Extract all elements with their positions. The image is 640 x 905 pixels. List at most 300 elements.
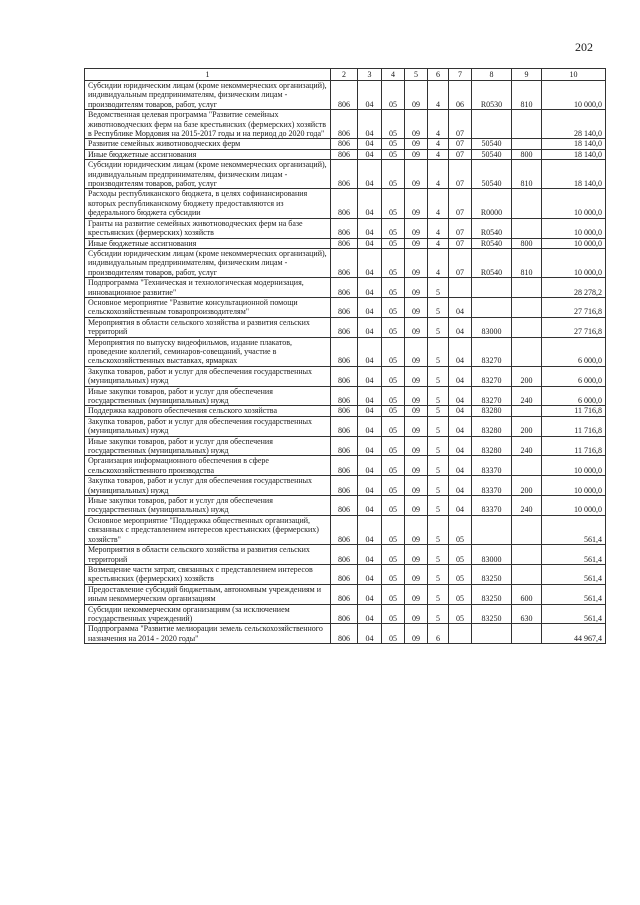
table-row xyxy=(85,160,606,189)
column-header: 1 xyxy=(85,69,331,81)
section-code-cell: 04 xyxy=(358,436,382,456)
program-code-cell: 09 xyxy=(405,160,428,189)
table-row xyxy=(85,604,606,624)
event-code-cell: 07 xyxy=(449,218,472,238)
subprogram-code-cell: 4 xyxy=(428,139,449,149)
amount-cell: 18 140,0 xyxy=(542,139,606,149)
amount-cell: 27 716,8 xyxy=(542,297,606,317)
table-row xyxy=(85,545,606,565)
amount-cell: 10 000,0 xyxy=(542,248,606,277)
subsection-code-cell: 05 xyxy=(382,189,405,218)
event-code-cell: 04 xyxy=(449,317,472,337)
section-code-cell: 04 xyxy=(358,496,382,516)
direction-code-cell: 83000 xyxy=(472,545,512,565)
program-code-cell: 09 xyxy=(405,564,428,584)
subsection-code-cell: 05 xyxy=(382,238,405,248)
section-code-cell: 04 xyxy=(358,515,382,544)
row-description: Подпрограмма "Развитие мелиорации земель сельскохозяйственного назначения на 2014 - 2020 годы" xyxy=(85,624,331,644)
direction-code-cell: 83250 xyxy=(472,584,512,604)
amount-cell: 11 716,8 xyxy=(542,416,606,436)
program-code-cell: 09 xyxy=(405,456,428,476)
section-code-cell: 04 xyxy=(358,278,382,298)
row-description: Расходы республиканского бюджета, в целях софинансирования которых республиканскому бюджету предоставляются из федерального бюджета субсидии xyxy=(85,189,331,218)
event-code-cell: 07 xyxy=(449,189,472,218)
column-header: 7 xyxy=(449,69,472,81)
amount-cell: 10 000,0 xyxy=(542,189,606,218)
subprogram-code-cell: 5 xyxy=(428,604,449,624)
admin-code-cell: 806 xyxy=(331,386,358,406)
subprogram-code-cell: 5 xyxy=(428,317,449,337)
program-code-cell: 09 xyxy=(405,416,428,436)
subsection-code-cell: 05 xyxy=(382,496,405,516)
amount-cell: 10 000,0 xyxy=(542,496,606,516)
subsection-code-cell: 05 xyxy=(382,406,405,416)
admin-code-cell: 806 xyxy=(331,416,358,436)
expense-type-code-cell: 800 xyxy=(512,149,542,159)
row-description: Иные бюджетные ассигнования xyxy=(85,149,331,159)
subprogram-code-cell: 5 xyxy=(428,476,449,496)
amount-cell: 18 140,0 xyxy=(542,160,606,189)
admin-code-cell: 806 xyxy=(331,456,358,476)
table-header-row xyxy=(85,69,606,81)
event-code-cell: 07 xyxy=(449,149,472,159)
row-description: Мероприятия в области сельского хозяйства и развития сельских территорий xyxy=(85,545,331,565)
expense-type-code-cell xyxy=(512,545,542,565)
section-code-cell: 04 xyxy=(358,317,382,337)
direction-code-cell: 83270 xyxy=(472,366,512,386)
direction-code-cell: R0540 xyxy=(472,218,512,238)
column-header: 3 xyxy=(358,69,382,81)
row-description: Развитие семейных животноводческих ферм xyxy=(85,139,331,149)
program-code-cell: 09 xyxy=(405,604,428,624)
program-code-cell: 09 xyxy=(405,149,428,159)
amount-cell: 561,4 xyxy=(542,515,606,544)
table-row xyxy=(85,564,606,584)
event-code-cell: 07 xyxy=(449,139,472,149)
program-code-cell: 09 xyxy=(405,406,428,416)
event-code-cell: 04 xyxy=(449,386,472,406)
expense-type-code-cell: 810 xyxy=(512,160,542,189)
admin-code-cell: 806 xyxy=(331,624,358,644)
amount-cell: 10 000,0 xyxy=(542,476,606,496)
program-code-cell: 09 xyxy=(405,297,428,317)
event-code-cell xyxy=(449,624,472,644)
subsection-code-cell: 05 xyxy=(382,297,405,317)
event-code-cell: 05 xyxy=(449,515,472,544)
row-description: Иные бюджетные ассигнования xyxy=(85,238,331,248)
expense-type-code-cell xyxy=(512,406,542,416)
program-code-cell: 09 xyxy=(405,218,428,238)
table-row xyxy=(85,496,606,516)
direction-code-cell: R0540 xyxy=(472,248,512,277)
table-row xyxy=(85,386,606,406)
subprogram-code-cell: 5 xyxy=(428,278,449,298)
program-code-cell: 09 xyxy=(405,624,428,644)
admin-code-cell: 806 xyxy=(331,297,358,317)
section-code-cell: 04 xyxy=(358,604,382,624)
column-header: 5 xyxy=(405,69,428,81)
section-code-cell: 04 xyxy=(358,624,382,644)
column-header: 6 xyxy=(428,69,449,81)
subsection-code-cell: 05 xyxy=(382,81,405,110)
admin-code-cell: 806 xyxy=(331,139,358,149)
direction-code-cell xyxy=(472,278,512,298)
row-description: Иные закупки товаров, работ и услуг для обеспечения государственных (муниципальных) нужд xyxy=(85,436,331,456)
section-code-cell: 04 xyxy=(358,416,382,436)
expense-type-code-cell xyxy=(512,110,542,139)
amount-cell: 561,4 xyxy=(542,604,606,624)
program-code-cell: 09 xyxy=(405,436,428,456)
program-code-cell: 09 xyxy=(405,386,428,406)
expense-type-code-cell: 240 xyxy=(512,436,542,456)
subsection-code-cell: 05 xyxy=(382,149,405,159)
admin-code-cell: 806 xyxy=(331,248,358,277)
direction-code-cell: 83280 xyxy=(472,416,512,436)
section-code-cell: 04 xyxy=(358,406,382,416)
page-number: 202 xyxy=(575,40,593,54)
admin-code-cell: 806 xyxy=(331,160,358,189)
admin-code-cell: 806 xyxy=(331,476,358,496)
event-code-cell: 06 xyxy=(449,81,472,110)
row-description: Иные закупки товаров, работ и услуг для обеспечения государственных (муниципальных) нужд xyxy=(85,496,331,516)
program-code-cell: 09 xyxy=(405,476,428,496)
section-code-cell: 04 xyxy=(358,110,382,139)
direction-code-cell: 83250 xyxy=(472,604,512,624)
subprogram-code-cell: 5 xyxy=(428,386,449,406)
event-code-cell: 07 xyxy=(449,248,472,277)
subprogram-code-cell: 5 xyxy=(428,456,449,476)
table-row xyxy=(85,81,606,110)
expense-type-code-cell xyxy=(512,218,542,238)
amount-cell: 6 000,0 xyxy=(542,366,606,386)
subsection-code-cell: 05 xyxy=(382,564,405,584)
direction-code-cell xyxy=(472,624,512,644)
section-code-cell: 04 xyxy=(358,149,382,159)
subprogram-code-cell: 5 xyxy=(428,564,449,584)
row-description: Закупка товаров, работ и услуг для обеспечения государственных (муниципальных) нужд xyxy=(85,366,331,386)
subprogram-code-cell: 5 xyxy=(428,406,449,416)
direction-code-cell: 83270 xyxy=(472,337,512,366)
subsection-code-cell: 05 xyxy=(382,160,405,189)
amount-cell: 28 278,2 xyxy=(542,278,606,298)
row-description: Предоставление субсидий бюджетным, автономным учреждениям и иным некоммерческим организациям xyxy=(85,584,331,604)
expense-type-code-cell: 630 xyxy=(512,604,542,624)
expense-type-code-cell xyxy=(512,456,542,476)
admin-code-cell: 806 xyxy=(331,564,358,584)
direction-code-cell: R0530 xyxy=(472,81,512,110)
expense-type-code-cell: 200 xyxy=(512,476,542,496)
row-description: Субсидии юридическим лицам (кроме некоммерческих организаций), индивидуальным предпринимателям, физическим лицам - производителям товаров, работ, услуг xyxy=(85,81,331,110)
admin-code-cell: 806 xyxy=(331,406,358,416)
subprogram-code-cell: 4 xyxy=(428,248,449,277)
subsection-code-cell: 05 xyxy=(382,584,405,604)
event-code-cell: 04 xyxy=(449,297,472,317)
program-code-cell: 09 xyxy=(405,238,428,248)
subsection-code-cell: 05 xyxy=(382,624,405,644)
event-code-cell: 05 xyxy=(449,564,472,584)
program-code-cell: 09 xyxy=(405,110,428,139)
row-description: Субсидии некоммерческим организациям (за исключением государственных учреждений) xyxy=(85,604,331,624)
table-row xyxy=(85,297,606,317)
direction-code-cell: 83250 xyxy=(472,564,512,584)
admin-code-cell: 806 xyxy=(331,238,358,248)
direction-code-cell: 50540 xyxy=(472,139,512,149)
amount-cell: 6 000,0 xyxy=(542,337,606,366)
expense-type-code-cell: 200 xyxy=(512,416,542,436)
row-description: Закупка товаров, работ и услуг для обеспечения государственных (муниципальных) нужд xyxy=(85,416,331,436)
event-code-cell: 04 xyxy=(449,406,472,416)
event-code-cell: 07 xyxy=(449,238,472,248)
row-description: Возмещение части затрат, связанных с представлением интересов крестьянских (фермерских) хозяйств xyxy=(85,564,331,584)
admin-code-cell: 806 xyxy=(331,515,358,544)
row-description: Мероприятия по выпуску видеофильмов, издание плакатов, проведение коллегий, семинаров-совещаний, участие в сельскохозяйственных выставках, ярмарках xyxy=(85,337,331,366)
event-code-cell: 04 xyxy=(449,337,472,366)
section-code-cell: 04 xyxy=(358,386,382,406)
direction-code-cell: 83370 xyxy=(472,476,512,496)
admin-code-cell: 806 xyxy=(331,436,358,456)
table-row xyxy=(85,624,606,644)
event-code-cell: 07 xyxy=(449,160,472,189)
direction-code-cell xyxy=(472,297,512,317)
row-description: Основное мероприятие "Поддержка общественных организаций, связанных с представлением интересов крестьянских (фермерских) хозяйств" xyxy=(85,515,331,544)
section-code-cell: 04 xyxy=(358,139,382,149)
row-description: Основное мероприятие "Развитие консультационной помощи сельскохозяйственным товаропроизводителям" xyxy=(85,297,331,317)
subsection-code-cell: 05 xyxy=(382,476,405,496)
expense-type-code-cell xyxy=(512,297,542,317)
section-code-cell: 04 xyxy=(358,337,382,366)
subsection-code-cell: 05 xyxy=(382,278,405,298)
subprogram-code-cell: 4 xyxy=(428,149,449,159)
expense-type-code-cell xyxy=(512,337,542,366)
admin-code-cell: 806 xyxy=(331,496,358,516)
subprogram-code-cell: 5 xyxy=(428,496,449,516)
column-header: 10 xyxy=(542,69,606,81)
subsection-code-cell: 05 xyxy=(382,416,405,436)
row-description: Иные закупки товаров, работ и услуг для обеспечения государственных (муниципальных) нужд xyxy=(85,386,331,406)
section-code-cell: 04 xyxy=(358,81,382,110)
section-code-cell: 04 xyxy=(358,297,382,317)
amount-cell: 11 716,8 xyxy=(542,406,606,416)
table-row xyxy=(85,110,606,139)
table-row xyxy=(85,416,606,436)
event-code-cell: 04 xyxy=(449,456,472,476)
event-code-cell: 05 xyxy=(449,604,472,624)
admin-code-cell: 806 xyxy=(331,584,358,604)
row-description: Субсидии юридическим лицам (кроме некоммерческих организаций), индивидуальным предпринимателям, физическим лицам - производителям товаров, работ, услуг xyxy=(85,248,331,277)
subsection-code-cell: 05 xyxy=(382,515,405,544)
subsection-code-cell: 05 xyxy=(382,456,405,476)
admin-code-cell: 806 xyxy=(331,337,358,366)
amount-cell: 44 967,4 xyxy=(542,624,606,644)
table-row xyxy=(85,218,606,238)
amount-cell: 28 140,0 xyxy=(542,110,606,139)
subprogram-code-cell: 5 xyxy=(428,584,449,604)
subprogram-code-cell: 6 xyxy=(428,624,449,644)
row-description: Закупка товаров, работ и услуг для обеспечения государственных (муниципальных) нужд xyxy=(85,476,331,496)
direction-code-cell: R0540 xyxy=(472,238,512,248)
amount-cell: 27 716,8 xyxy=(542,317,606,337)
program-code-cell: 09 xyxy=(405,584,428,604)
expense-type-code-cell xyxy=(512,564,542,584)
section-code-cell: 04 xyxy=(358,160,382,189)
table-row xyxy=(85,476,606,496)
row-description: Подпрограмма "Техническая и технологическая модернизация, инновационное развитие" xyxy=(85,278,331,298)
table-row xyxy=(85,139,606,149)
admin-code-cell: 806 xyxy=(331,317,358,337)
column-header: 8 xyxy=(472,69,512,81)
subprogram-code-cell: 5 xyxy=(428,436,449,456)
table-row xyxy=(85,189,606,218)
program-code-cell: 09 xyxy=(405,515,428,544)
subprogram-code-cell: 5 xyxy=(428,545,449,565)
amount-cell: 10 000,0 xyxy=(542,456,606,476)
admin-code-cell: 806 xyxy=(331,189,358,218)
expense-type-code-cell xyxy=(512,139,542,149)
direction-code-cell: 83270 xyxy=(472,386,512,406)
subsection-code-cell: 05 xyxy=(382,248,405,277)
column-header: 9 xyxy=(512,69,542,81)
event-code-cell: 04 xyxy=(449,416,472,436)
subprogram-code-cell: 4 xyxy=(428,160,449,189)
amount-cell: 561,4 xyxy=(542,584,606,604)
subsection-code-cell: 05 xyxy=(382,139,405,149)
subsection-code-cell: 05 xyxy=(382,604,405,624)
section-code-cell: 04 xyxy=(358,476,382,496)
event-code-cell xyxy=(449,278,472,298)
subprogram-code-cell: 5 xyxy=(428,337,449,366)
section-code-cell: 04 xyxy=(358,584,382,604)
direction-code-cell: 83370 xyxy=(472,456,512,476)
table-row xyxy=(85,436,606,456)
admin-code-cell: 806 xyxy=(331,149,358,159)
subprogram-code-cell: 4 xyxy=(428,110,449,139)
expense-type-code-cell xyxy=(512,317,542,337)
row-description: Ведомственная целевая программа "Развитие семейных животноводческих ферм на базе крестьянских (фермерских) хозяйств в Республике Мордовия на 2015-2017 годы и на период до 2020 года" xyxy=(85,110,331,139)
event-code-cell: 05 xyxy=(449,545,472,565)
table-row xyxy=(85,238,606,248)
table-row xyxy=(85,515,606,544)
subprogram-code-cell: 4 xyxy=(428,81,449,110)
amount-cell: 10 000,0 xyxy=(542,238,606,248)
direction-code-cell: R0000 xyxy=(472,189,512,218)
subprogram-code-cell: 4 xyxy=(428,218,449,238)
event-code-cell: 05 xyxy=(449,584,472,604)
expense-type-code-cell: 240 xyxy=(512,386,542,406)
expense-type-code-cell: 200 xyxy=(512,366,542,386)
table-row xyxy=(85,337,606,366)
subprogram-code-cell: 5 xyxy=(428,366,449,386)
program-code-cell: 09 xyxy=(405,278,428,298)
expense-type-code-cell: 240 xyxy=(512,496,542,516)
program-code-cell: 09 xyxy=(405,189,428,218)
row-description: Субсидии юридическим лицам (кроме некоммерческих организаций), индивидуальным предпринимателям, физическим лицам - производителям товаров, работ, услуг xyxy=(85,160,331,189)
amount-cell: 11 716,8 xyxy=(542,436,606,456)
budget-table xyxy=(84,68,606,644)
subprogram-code-cell: 5 xyxy=(428,416,449,436)
subsection-code-cell: 05 xyxy=(382,545,405,565)
program-code-cell: 09 xyxy=(405,139,428,149)
event-code-cell: 07 xyxy=(449,110,472,139)
column-header: 2 xyxy=(331,69,358,81)
direction-code-cell xyxy=(472,515,512,544)
table-row xyxy=(85,248,606,277)
amount-cell: 10 000,0 xyxy=(542,218,606,238)
subsection-code-cell: 05 xyxy=(382,317,405,337)
subsection-code-cell: 05 xyxy=(382,110,405,139)
program-code-cell: 09 xyxy=(405,337,428,366)
subsection-code-cell: 05 xyxy=(382,337,405,366)
section-code-cell: 04 xyxy=(358,189,382,218)
program-code-cell: 09 xyxy=(405,366,428,386)
direction-code-cell: 83280 xyxy=(472,406,512,416)
event-code-cell: 04 xyxy=(449,366,472,386)
section-code-cell: 04 xyxy=(358,238,382,248)
section-code-cell: 04 xyxy=(358,456,382,476)
amount-cell: 561,4 xyxy=(542,564,606,584)
program-code-cell: 09 xyxy=(405,545,428,565)
expense-type-code-cell xyxy=(512,515,542,544)
amount-cell: 561,4 xyxy=(542,545,606,565)
expense-type-code-cell xyxy=(512,624,542,644)
section-code-cell: 04 xyxy=(358,564,382,584)
expense-type-code-cell: 810 xyxy=(512,81,542,110)
subprogram-code-cell: 5 xyxy=(428,515,449,544)
table-row xyxy=(85,456,606,476)
amount-cell: 10 000,0 xyxy=(542,81,606,110)
section-code-cell: 04 xyxy=(358,218,382,238)
admin-code-cell: 806 xyxy=(331,604,358,624)
column-header: 4 xyxy=(382,69,405,81)
subsection-code-cell: 05 xyxy=(382,366,405,386)
table-row xyxy=(85,278,606,298)
direction-code-cell: 83000 xyxy=(472,317,512,337)
table-body xyxy=(85,81,606,644)
direction-code-cell: 50540 xyxy=(472,149,512,159)
table-row xyxy=(85,406,606,416)
admin-code-cell: 806 xyxy=(331,545,358,565)
expense-type-code-cell xyxy=(512,278,542,298)
direction-code-cell: 83370 xyxy=(472,496,512,516)
admin-code-cell: 806 xyxy=(331,110,358,139)
expense-type-code-cell: 800 xyxy=(512,238,542,248)
program-code-cell: 09 xyxy=(405,496,428,516)
event-code-cell: 04 xyxy=(449,496,472,516)
amount-cell: 18 140,0 xyxy=(542,149,606,159)
section-code-cell: 04 xyxy=(358,366,382,386)
table-row xyxy=(85,366,606,386)
subsection-code-cell: 05 xyxy=(382,386,405,406)
row-description: Мероприятия в области сельского хозяйства и развития сельских территорий xyxy=(85,317,331,337)
program-code-cell: 09 xyxy=(405,317,428,337)
event-code-cell: 04 xyxy=(449,436,472,456)
table-row xyxy=(85,584,606,604)
program-code-cell: 09 xyxy=(405,81,428,110)
program-code-cell: 09 xyxy=(405,248,428,277)
direction-code-cell: 50540 xyxy=(472,160,512,189)
row-description: Поддержка кадрового обеспечения сельского хозяйства xyxy=(85,406,331,416)
admin-code-cell: 806 xyxy=(331,218,358,238)
section-code-cell: 04 xyxy=(358,545,382,565)
direction-code-cell xyxy=(472,110,512,139)
event-code-cell: 04 xyxy=(449,476,472,496)
expense-type-code-cell: 810 xyxy=(512,248,542,277)
subsection-code-cell: 05 xyxy=(382,436,405,456)
expense-type-code-cell xyxy=(512,189,542,218)
expense-type-code-cell: 600 xyxy=(512,584,542,604)
subsection-code-cell: 05 xyxy=(382,218,405,238)
admin-code-cell: 806 xyxy=(331,366,358,386)
admin-code-cell: 806 xyxy=(331,278,358,298)
